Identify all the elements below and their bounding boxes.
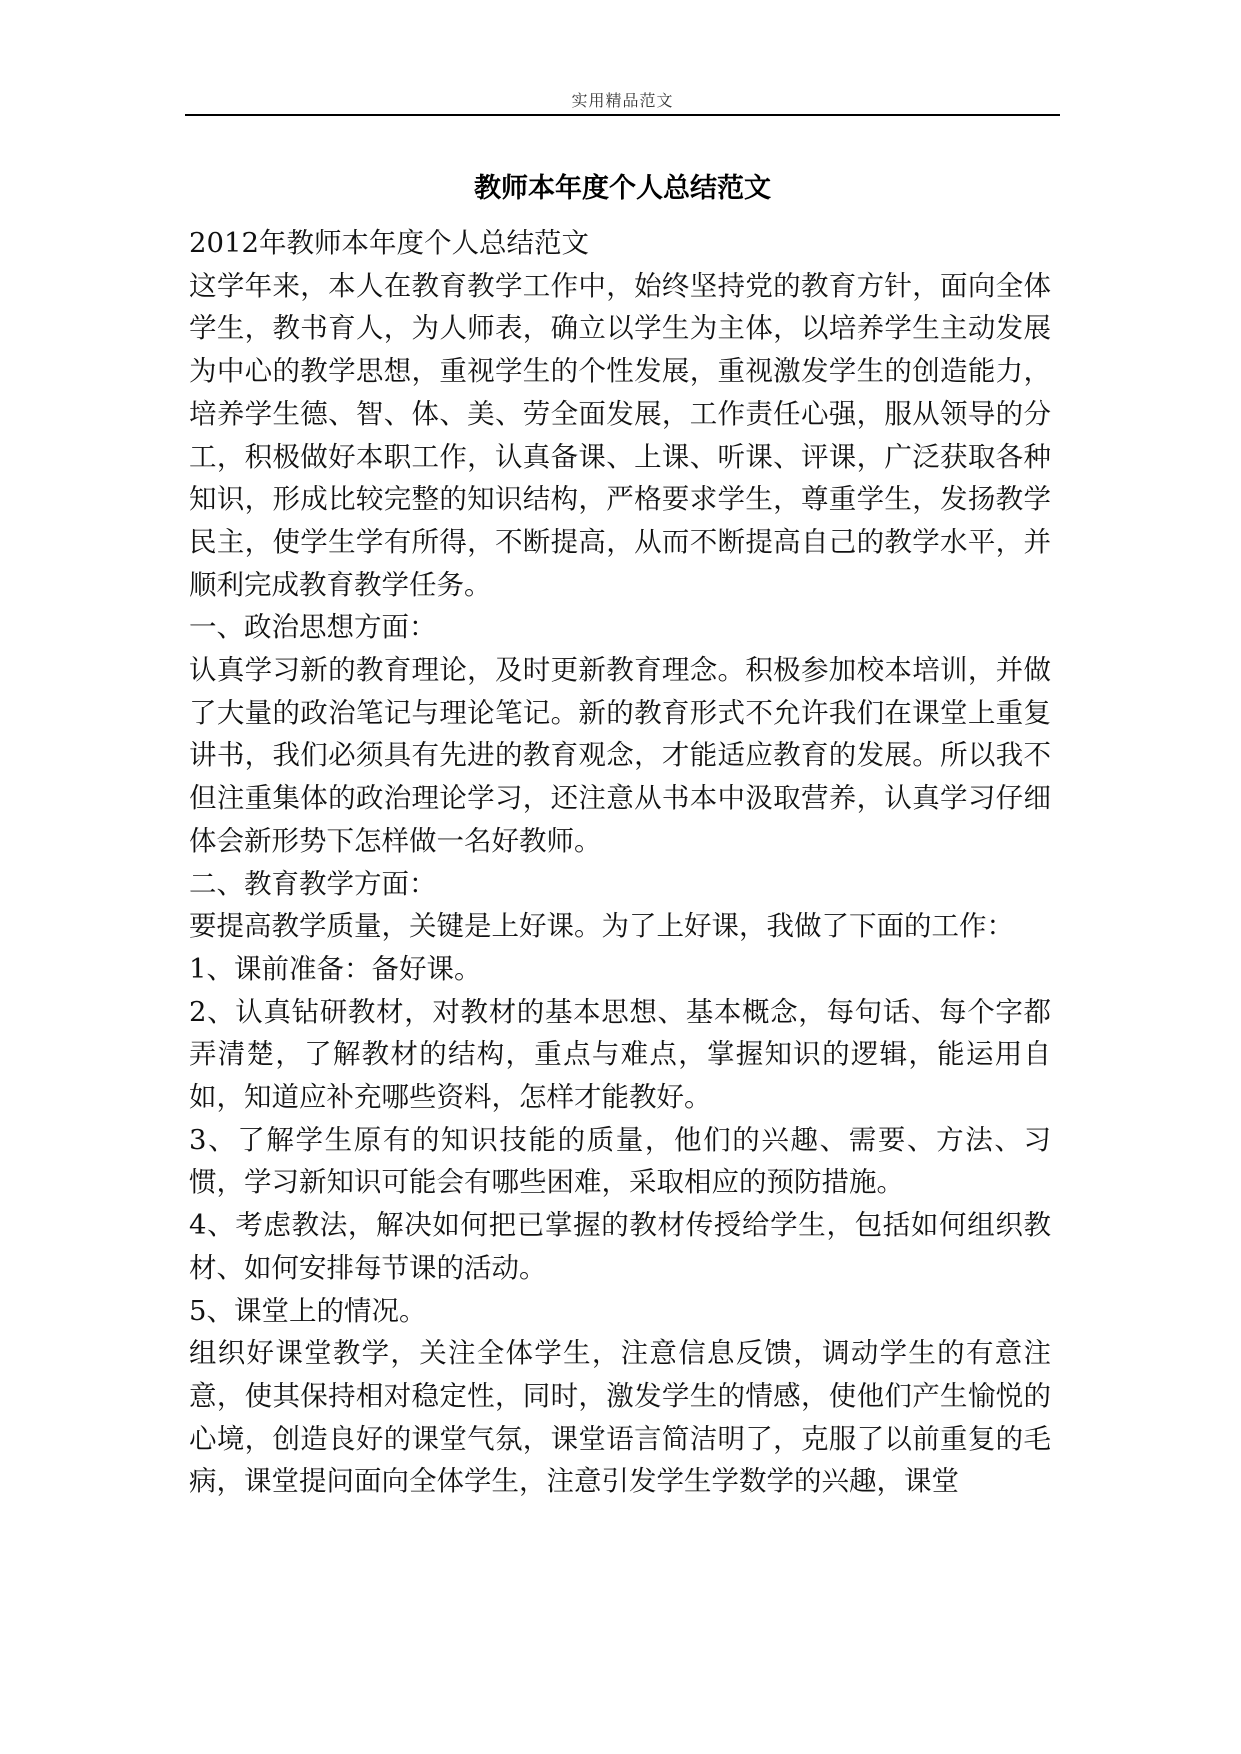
running-header: 实用精品范文 — [571, 91, 674, 110]
politics-paragraph: 认真学习新的教育理论，及时更新教育理念。积极参加校本培训，并做了大量的政治笔记与理论笔记。新的教育形式不允许我们在课堂上重复讲书，我们必须具有先进的教育观念，才能适应教育的发展。所以我不但注重集体的政治理论学习，还注意从书本中汲取营养，认真学习仔细体会新形势下怎样做一名好教师。 — [189, 654, 1051, 857]
intro-paragraph: 这学年来，本人在教育教学工作中，始终坚持党的教育方针，面向全体学生，教书育人，为人师表，确立以学生为主体，以培养学生主动发展为中心的教学思想，重视学生的个性发展，重视激发学生的创造能力，培养学生德、智、体、美、劳全面发展，工作责任心强，服从领导的分工，积极做好本职工作，认真备课、上课、听课、评课，广泛获取各种知识，形成比较完整的知识结构，严格要求学生，尊重学生，发扬教学民主，使学生学有所得，不断提高，从而不断提高自己的教学水平，并顺利完成教育教学任务。 — [189, 269, 1051, 601]
teaching-intro-paragraph: 要提高教学质量，关键是上好课。为了上好课，我做了下面的工作： — [189, 910, 1014, 943]
section-heading-teaching: 二、教育教学方面： — [189, 867, 437, 900]
document-title: 教师本年度个人总结范文 — [474, 173, 771, 204]
list-item-5: 5、课堂上的情况。 — [189, 1294, 427, 1327]
list-item-3: 3、了解学生原有的知识技能的质量，他们的兴趣、需要、方法、习惯，学习新知识可能会有哪些困难，采取相应的预防措施。 — [189, 1123, 1051, 1199]
section-heading-politics: 一、政治思想方面： — [189, 611, 437, 644]
classroom-paragraph: 组织好课堂教学，关注全体学生，注意信息反馈，调动学生的有意注意，使其保持相对稳定性，同时，激发学生的情感，使他们产生愉悦的心境，创造良好的课堂气氛，课堂语言简洁明了，克服了以前重复的毛病，课堂提问面向全体学生，注意引发学生学数学的兴趣，课堂 — [189, 1337, 1051, 1498]
list-item-1: 1、课前准备：备好课。 — [189, 952, 482, 985]
subtitle-paragraph: 2012年教师本年度个人总结范文 — [189, 227, 589, 259]
document-body — [189, 222, 1051, 1503]
header-divider — [185, 114, 1060, 116]
list-item-2: 2、认真钻研教材，对教材的基本思想、基本概念，每句话、每个字都弄清楚，了解教材的结构，重点与难点，掌握知识的逻辑，能运用自如，知道应补充哪些资料，怎样才能教好。 — [189, 995, 1051, 1114]
list-item-4: 4、考虑教法，解决如何把已掌握的教材传授给学生，包括如何组织教材、如何安排每节课的活动。 — [189, 1209, 1051, 1284]
